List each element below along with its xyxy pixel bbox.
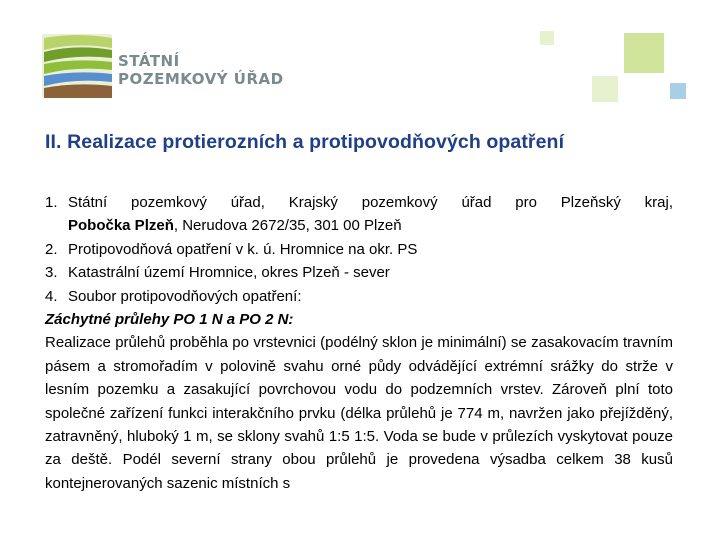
- page-title: II. Realizace protierozních a protipovodňových opatření: [45, 131, 565, 153]
- list-number: 4.: [45, 287, 58, 305]
- list-item-text: Protipovodňová opatření v k. ú. Hromnice na okr. PS: [68, 240, 418, 258]
- list-item-line: Státní pozemkový úřad, Krajský pozemkový úřad pro Plzeňský kraj,: [68, 194, 673, 211]
- deco-square: [624, 33, 664, 73]
- deco-square: [540, 31, 554, 45]
- document-body: [45, 191, 673, 495]
- list-item-line: [68, 214, 673, 237]
- list-number: 3.: [45, 264, 58, 282]
- list-item: [45, 285, 673, 308]
- list-item: [45, 238, 673, 261]
- logo-wordmark: [118, 52, 284, 88]
- description-paragraph: Realizace průlehů proběhla po vrstevnici (podélný sklon je minimální) se zasakovacím travním pásem a stromořadím v polovině svahu orné půdy odvádějící extrémní srážky do strže v lesním pozemku a zasakující povrchovou vodu do podzemních vrstev. Zároveň plní toto společné zařízení funkci interakčního prvku (délka průlehů je 774 m, navržen jako přejížděný, zatravněný, hluboký 1 m, se sklony svahů 1:5 1:5. Voda se bude v průlezích vyskytovat pouze za deště. Podél severní strany obou průlehů je provedena výsadba celkem 38 kusů kontejnerovaných sazenic místních s: [45, 334, 673, 492]
- list-item-text: Katastrální území Hromnice, okres Plzeň - sever: [68, 264, 390, 282]
- subheading: Záchytné průlehy PO 1 N a PO 2 N:: [45, 311, 294, 329]
- list-item-text: Soubor protipovodňových opatření:: [68, 287, 302, 305]
- spu-logo-mark: [36, 28, 116, 104]
- list-number: 2.: [45, 240, 58, 258]
- deco-square: [592, 76, 618, 102]
- list-number: 1.: [45, 194, 58, 211]
- address: , Nerudova 2672/35, 301 00 Plzeň: [173, 217, 402, 235]
- branch-name: Pobočka Plzeň: [68, 217, 174, 235]
- spu-logo: [36, 28, 284, 104]
- list-item: [45, 261, 673, 284]
- deco-square: [670, 83, 686, 99]
- logo-line-1: STÁTNÍ: [118, 52, 180, 70]
- list-item: [45, 191, 673, 238]
- logo-line-2: POZEMKOVÝ ÚŘAD: [118, 70, 284, 88]
